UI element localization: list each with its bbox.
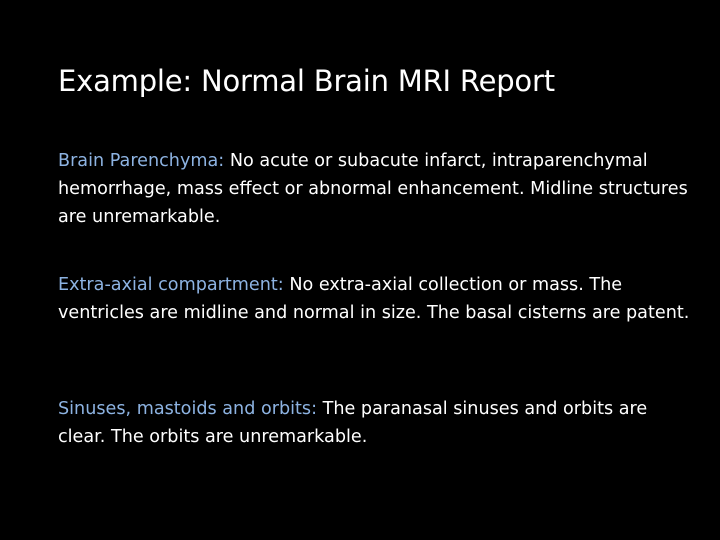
section-text: The paranasal sinuses and orbits are clear. The orbits are unremarkable.: [58, 399, 648, 447]
section-text: No extra-axial collection or mass. The ventricles are midline and normal in size. The basal cisterns are patent.: [58, 275, 690, 323]
report-section-extra-axial: [58, 271, 698, 327]
section-label: Sinuses, mastoids and orbits:: [58, 399, 318, 419]
section-text: No acute or subacute infarct, intraparenchymal hemorrhage, mass effect or abnormal enhancement. Midline structures are unremarkable.: [58, 151, 688, 227]
report-section-brain-parenchyma: [58, 147, 698, 231]
section-label: Extra-axial compartment:: [58, 275, 284, 295]
report-section-sinuses: [58, 395, 698, 451]
slide-title: Example: Normal Brain MRI Report: [58, 64, 555, 98]
section-label: Brain Parenchyma:: [58, 151, 225, 171]
